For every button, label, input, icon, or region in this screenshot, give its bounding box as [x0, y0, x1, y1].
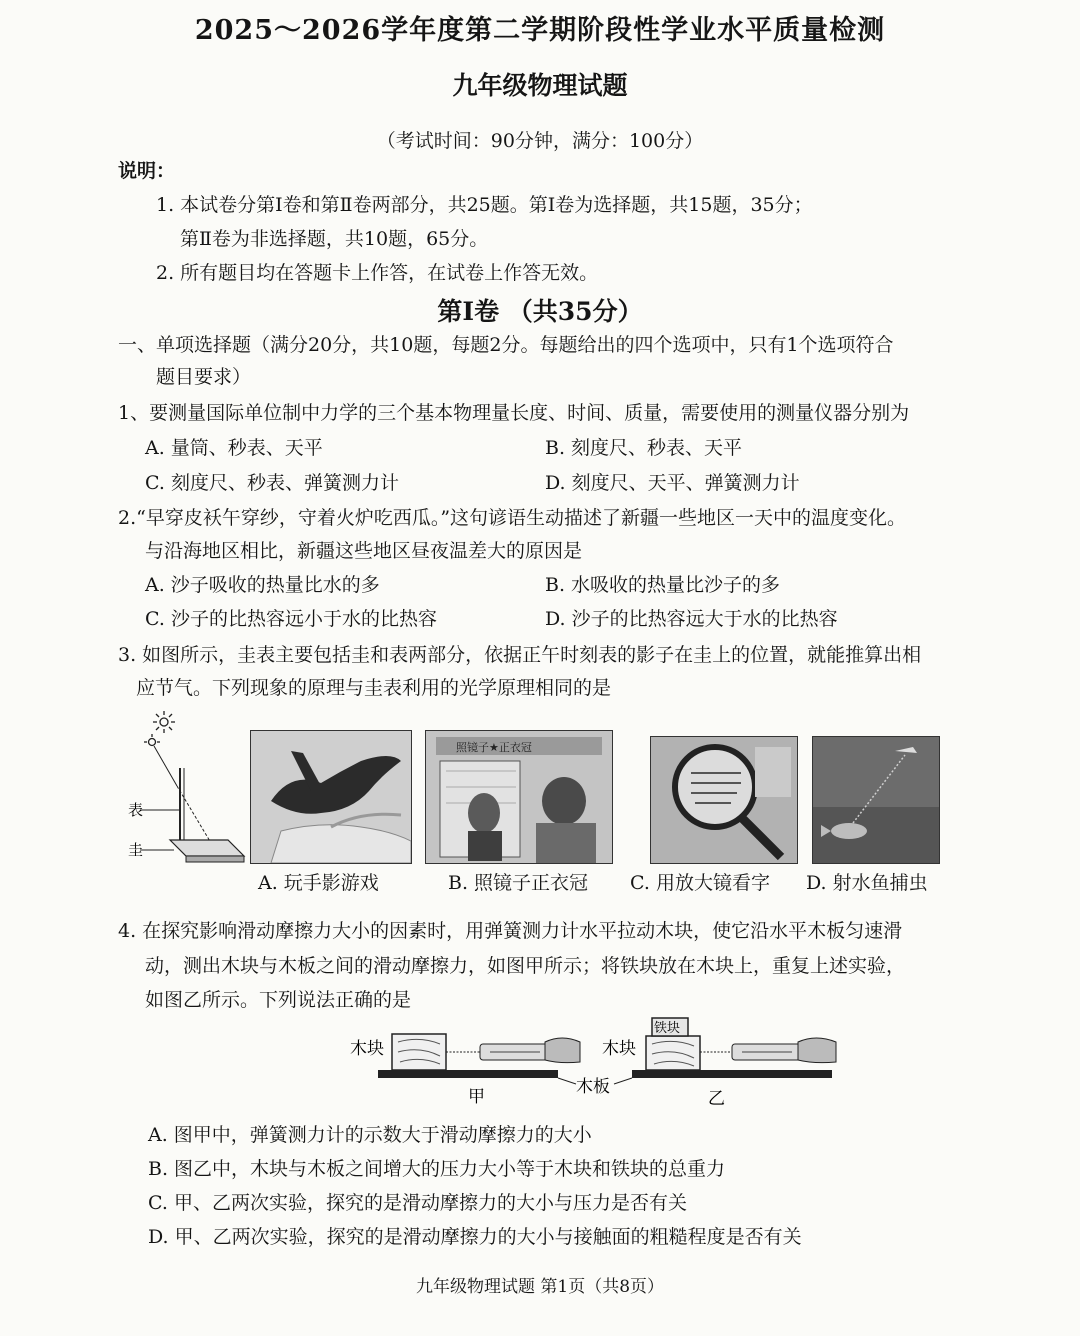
label-gui: 圭: [128, 841, 144, 859]
q1-option-d: D. 刻度尺、天平、弹簧测力计: [545, 472, 800, 494]
label-yi: 乙: [708, 1089, 725, 1109]
label-block-jia: 木块: [350, 1039, 384, 1059]
label-board: 木板: [576, 1077, 610, 1097]
q3-caption-a: A. 玩手影游戏: [258, 872, 379, 894]
q1-option-c: C. 刻度尺、秒表、弹簧测力计: [145, 472, 399, 494]
q3-caption-b: B. 照镜子正衣冠: [448, 872, 589, 894]
q4-stem-line3: 如图乙所示。下列说法正确的是: [145, 989, 412, 1011]
q2-stem-line1: 2.“早穿皮袄午穿纱，守着火炉吃西瓜。”这句谚语生动描述了新疆一些地区一天中的温度变化。: [118, 507, 907, 529]
q3-stem-line1: 3. 如图所示，圭表主要包括圭和表两部分，依据正午时刻表的影子在圭上的位置，就能推算出相: [118, 644, 922, 666]
board-yi: [632, 1070, 832, 1078]
exam-title: 2025～2026学年度第二学期阶段性学业水平质量检测: [194, 15, 886, 46]
gnomon-diagram: [128, 708, 248, 868]
q1-option-a: A. 量筒、秒表、天平: [145, 437, 323, 459]
photo-magnifier: [650, 736, 798, 864]
board-jia: [378, 1070, 558, 1078]
q1-option-b: B. 刻度尺、秒表、天平: [545, 437, 743, 459]
q2-option-c: C. 沙子的比热容远小于水的比热容: [145, 608, 437, 630]
q4-stem-line1: 4. 在探究影响滑动摩擦力大小的因素时，用弹簧测力计水平拉动木块，使它沿水平木板匀速滑: [118, 920, 903, 942]
photo-hand-shadow: [250, 730, 412, 864]
q4-stem-line2: 动，测出木块与木板之间的滑动摩擦力，如图甲所示；将铁块放在木块上，重复上述实验，: [145, 955, 906, 977]
q3-caption-d: D. 射水鱼捕虫: [806, 872, 928, 894]
q1-stem: 1、要测量国际单位制中力学的三个基本物理量长度、时间、质量，需要使用的测量仪器分别为: [118, 402, 910, 424]
q4-option-d: D. 甲、乙两次实验，探究的是滑动摩擦力的大小与接触面的粗糙程度是否有关: [148, 1226, 802, 1248]
label-jia: 甲: [468, 1087, 485, 1107]
page-footer: 九年级物理试题 第1页（共8页）: [415, 1277, 665, 1297]
part-heading-line2: 题目要求）: [156, 366, 252, 388]
instruction-1-line1: 1. 本试卷分第Ⅰ卷和第Ⅱ卷两部分，共25题。第Ⅰ卷为选择题，共15题，35分；: [156, 194, 813, 216]
q4-option-b: B. 图乙中，木块与木板之间增大的压力大小等于木块和铁块的总重力: [148, 1158, 726, 1180]
part-heading-line1: 一、单项选择题（满分20分，共10题，每题2分。每题给出的四个选项中，只有1个选项符合: [118, 334, 894, 356]
photo-mirror: [425, 730, 613, 864]
q3-stem-line2: 应节气。下列现象的原理与圭表利用的光学原理相同的是: [136, 677, 612, 699]
hand-jia: [545, 1038, 580, 1063]
friction-diagram: [340, 1012, 860, 1112]
section-title: 第Ⅰ卷 （共35分）: [437, 297, 643, 326]
sun-icon: [144, 711, 175, 746]
exam-subtitle: 九年级物理试题: [452, 71, 628, 100]
label-block-yi: 木块: [602, 1039, 636, 1059]
label-biao: 表: [128, 801, 144, 819]
q4-option-a: A. 图甲中，弹簧测力计的示数大于滑动摩擦力的大小: [148, 1124, 592, 1146]
instruction-1-line2: 第Ⅱ卷为非选择题，共10题，65分。: [180, 228, 489, 250]
q4-option-c: C. 甲、乙两次实验，探究的是滑动摩擦力的大小与压力是否有关: [148, 1192, 687, 1214]
q2-option-d: D. 沙子的比热容远大于水的比热容: [545, 608, 838, 630]
q2-option-b: B. 水吸收的热量比沙子的多: [545, 574, 781, 596]
hand-yi: [798, 1038, 836, 1063]
instruction-2: 2. 所有题目均在答题卡上作答，在试卷上作答无效。: [156, 262, 599, 284]
q2-stem-line2: 与沿海地区相比，新疆这些地区昼夜温差大的原因是: [145, 540, 583, 562]
exam-info: （考试时间：90分钟，满分：100分）: [376, 130, 704, 152]
q2-option-a: A. 沙子吸收的热量比水的多: [145, 574, 380, 596]
photo-archer-fish: [812, 736, 940, 864]
q3-caption-c: C. 用放大镜看字: [630, 872, 770, 894]
sign-text: 照镜子★正衣冠: [456, 741, 532, 754]
label-iron: 铁块: [654, 1021, 681, 1036]
instructions-heading: 说明：: [118, 160, 176, 182]
